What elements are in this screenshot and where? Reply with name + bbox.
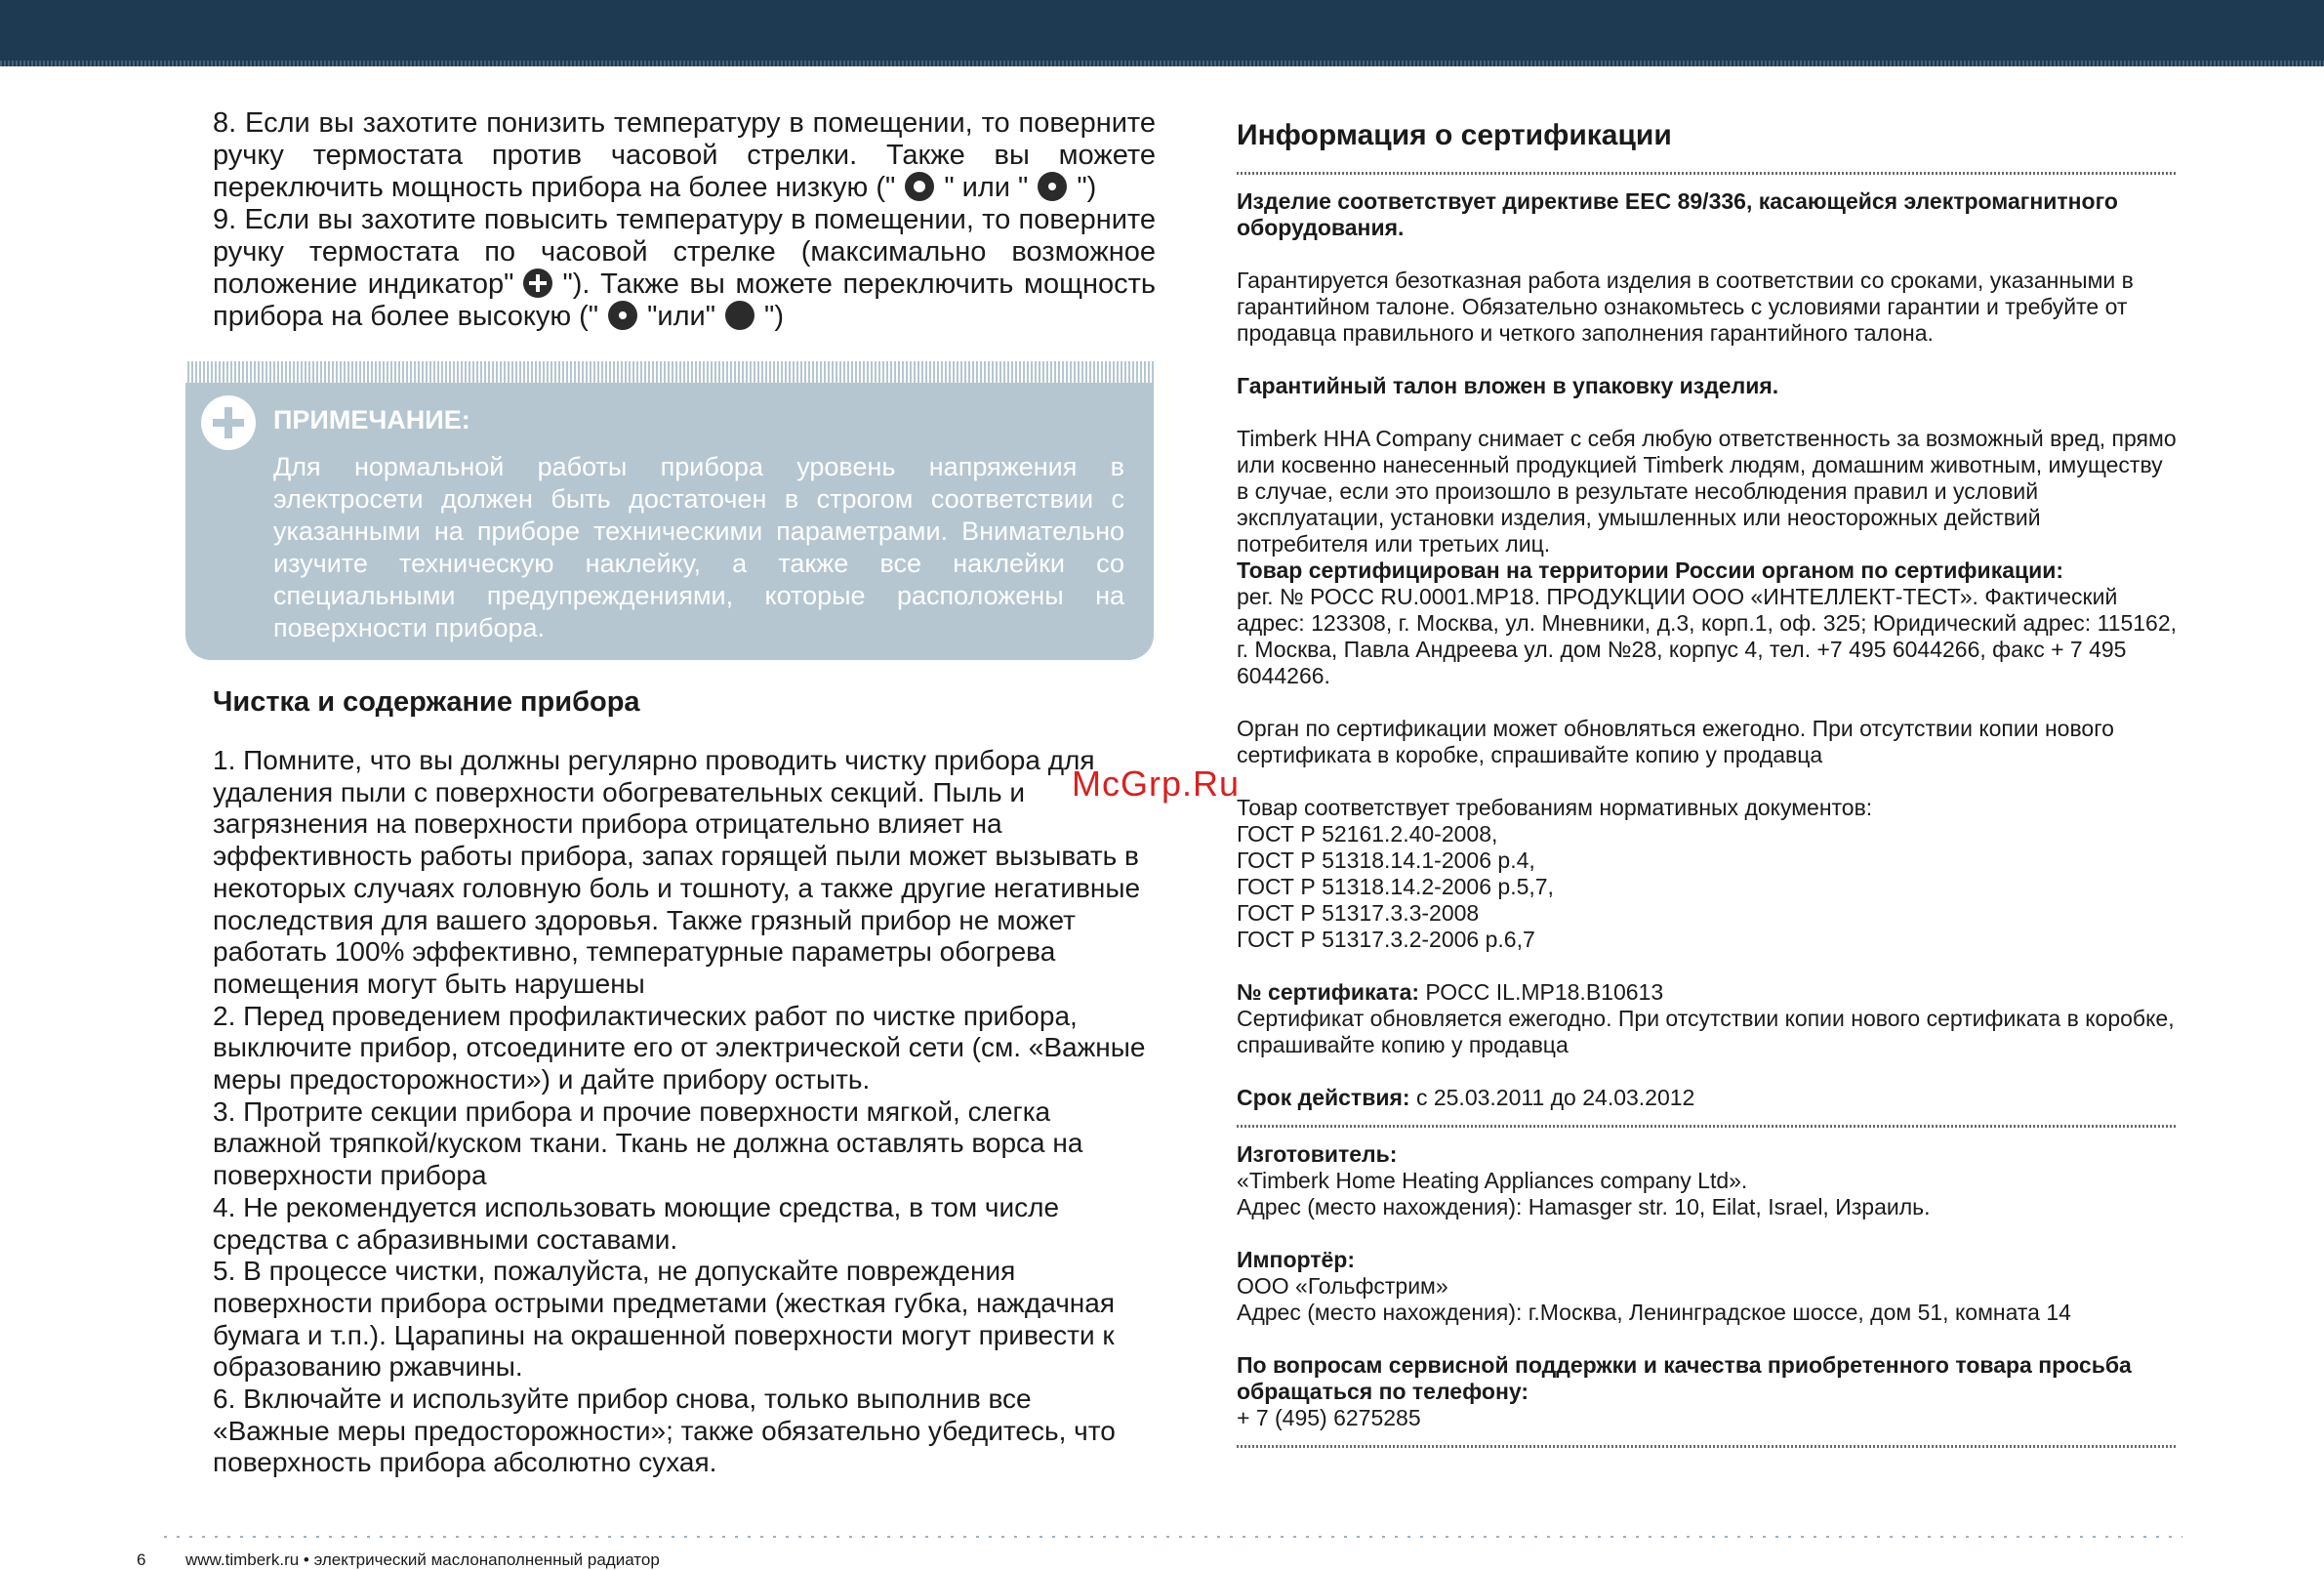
divider [1237, 1125, 2178, 1128]
instruction-9: 9. Если вы захотите повысить температуру в помещении, то поверните ручку термостата по часовой стрелке (максимально возможное положение индикатор" "). Также вы можете переключить мощность прибора на более высокую (" "или" ") [213, 204, 1156, 332]
divider [1237, 172, 2178, 175]
cleaning-text: 1. Помните, что вы должны регулярно проводить чистку прибора для удаления пыли с поверхности обогревательных секций. Пыль и загрязнения на поверхности прибора отрицательно влияет на эффективность работы прибора, запах горящей пыли может вызывать в некоторых случаях головную боль и тошноту, а также другие негативные последствия для вашего здоровья. Также грязный прибор не может работать 100% эффективно, температурные параметры обогрева помещения могут быть нарушены 2. Перед проведением профилактических работ по чистке прибора, выключите прибор, отсоедините его от электрической сети (см. «Важные меры предосторожности») и дайте прибору остыть. 3. Протрите секции прибора и прочие поверхности мягкой, слегка влажной тряпкой/куском ткани. Ткань не должна оставлять ворса на поверхности прибора 4. Не рекомендуется использовать моющие средства, в том числе средства с абразивными составами. 5. В процессе чистки, пожалуйста, не допускайте повреждения поверхности прибора острыми предметами (жесткая губка, наждачная бумага и т.п.). Царапины на окрашенной поверхности могут привести к образованию ржавчины. 6. Включайте и используйте прибор снова, только выполнив все «Важные меры предосторожности»; также обязательно убедитесь, что поверхность прибора абсолютно сухая. [213, 745, 1146, 1478]
validity-period: Срок действия: с 25.03.2011 до 24.03.2012 [1237, 1085, 1695, 1110]
certification-section [1237, 119, 2178, 1462]
cert-title: Информация о сертификации [1237, 119, 1672, 151]
liability-text: Timberk HHA Company снимает с себя любую ответственность за возможный вред, прямо или косвенно нанесенный продукцией Timberk людям, домашним животным, имуществу в случае, если это произошло в результате несоблюдения правил и условий эксплуатации, установки изделия, умышленных или неосторожных действий потребителя или третьих лиц. [1237, 426, 2177, 557]
certified-label: Товар сертифицирован на территории России органом по сертификации: [1237, 558, 2064, 583]
plus-circle-icon [201, 395, 256, 450]
guarantee-text: Гарантируется безотказная работа изделия в соответствии со сроками, указанными в гарантийном талоне. Обязательно ознакомьтесь с условиями гарантии и требуйте от продавца правильного и четкого заполнения гарантийного талона. [1237, 268, 2134, 346]
certified-text: рег. № РОСС RU.0001.МР18. ПРОДУКЦИИ ООО «ИНТЕЛЛЕКТ-ТЕСТ». Фактический адрес: 123308, г. Москва, ул. Мневники, д.3, корп.1, оф. 325; Юридический адрес: 115162, г. Москва, Павла Андреева ул. дом №28, корпус 4, тел. +7 495 6044266, факс + 7 495 6044266. [1237, 584, 2178, 688]
low-power-ring-icon [905, 172, 934, 201]
note-title: ПРИМЕЧАНИЕ: [273, 405, 470, 434]
cleaning-title: Чистка и содержание прибора [213, 686, 640, 718]
directive: Изделие соответствует директиве EEC 89/336, касающейся электромагнитного оборудования. [1237, 188, 2118, 240]
footer-text: www.timberk.ru • электрический маслонаполненный радиатор [185, 1550, 660, 1569]
high-power-dot-icon [608, 301, 637, 330]
thermostat-instructions [213, 107, 1156, 333]
support-label: По вопросам сервисной поддержки и качества приобретенного товара просьба обращаться по телефону: [1237, 1352, 2132, 1404]
manufacturer-text: «Timberk Home Heating Appliances company Ltd». Адрес (место нахождения): Hamasger str. 10, Eilat, Israel, Израиль. [1237, 1168, 1931, 1219]
organ-update: Орган по сертификации может обновляться ежегодно. При отсутствии копии нового сертификата в коробке, спрашивайте копию у продавца [1237, 716, 2114, 767]
coupon-note: Гарантийный талон вложен в упаковку изделия. [1237, 373, 1779, 398]
note-box [185, 361, 1154, 660]
instruction-8: 8. Если вы захотите понизить температуру в помещении, то поверните ручку термостата против часовой стрелки. Также вы можете переключить мощность прибора на более низкую (" " или " ") [213, 107, 1156, 203]
standards-list: Товар соответствует требованиям нормативных документов: ГОСТ Р 52161.2.40-2008, ГОСТ Р 51318.14.1-2006 р.4, ГОСТ Р 51318.14.2-2006 р.5,7, ГОСТ Р 51317.3.3-2008 ГОСТ Р 51317.3.2-2006 р.6,7 [1237, 795, 1873, 952]
page-number: 6 [137, 1550, 146, 1569]
divider [1237, 1445, 2178, 1448]
manufacturer-label: Изготовитель: [1237, 1141, 1398, 1167]
certificate-note: Сертификат обновляется ежегодно. При отсутствии копии нового сертификата в коробке, спрашивайте копию у продавца [1237, 1006, 2175, 1057]
low-power-dot-icon [1038, 172, 1067, 201]
top-banner [0, 0, 2324, 66]
high-power-full-icon [725, 301, 754, 330]
importer-label: Импортёр: [1237, 1247, 1355, 1272]
footer-dotted-line [164, 1536, 2182, 1538]
certificate-number: № сертификата: РОСС IL.МР18.В10613 [1237, 979, 1664, 1005]
cleaning-section [213, 686, 1156, 1479]
support-phone: + 7 (495) 6275285 [1237, 1405, 1421, 1430]
max-plus-icon [523, 269, 552, 298]
importer-text: ООО «Гольфстрим» Адрес (место нахождения): г.Москва, Ленинградское шоссе, дом 51, комната 14 [1237, 1273, 2071, 1325]
watermark: McGrp.Ru [1072, 764, 1241, 804]
note-text: Для нормальной работы прибора уровень напряжения в электросети должен быть достаточен в строгом соответствии с указанными на приборе техническими параметрами. Внимательно изучите техническую наклейку, а также все наклейки со специальными предупреждениями, которые расположены на поверхности прибора. [273, 452, 1124, 642]
